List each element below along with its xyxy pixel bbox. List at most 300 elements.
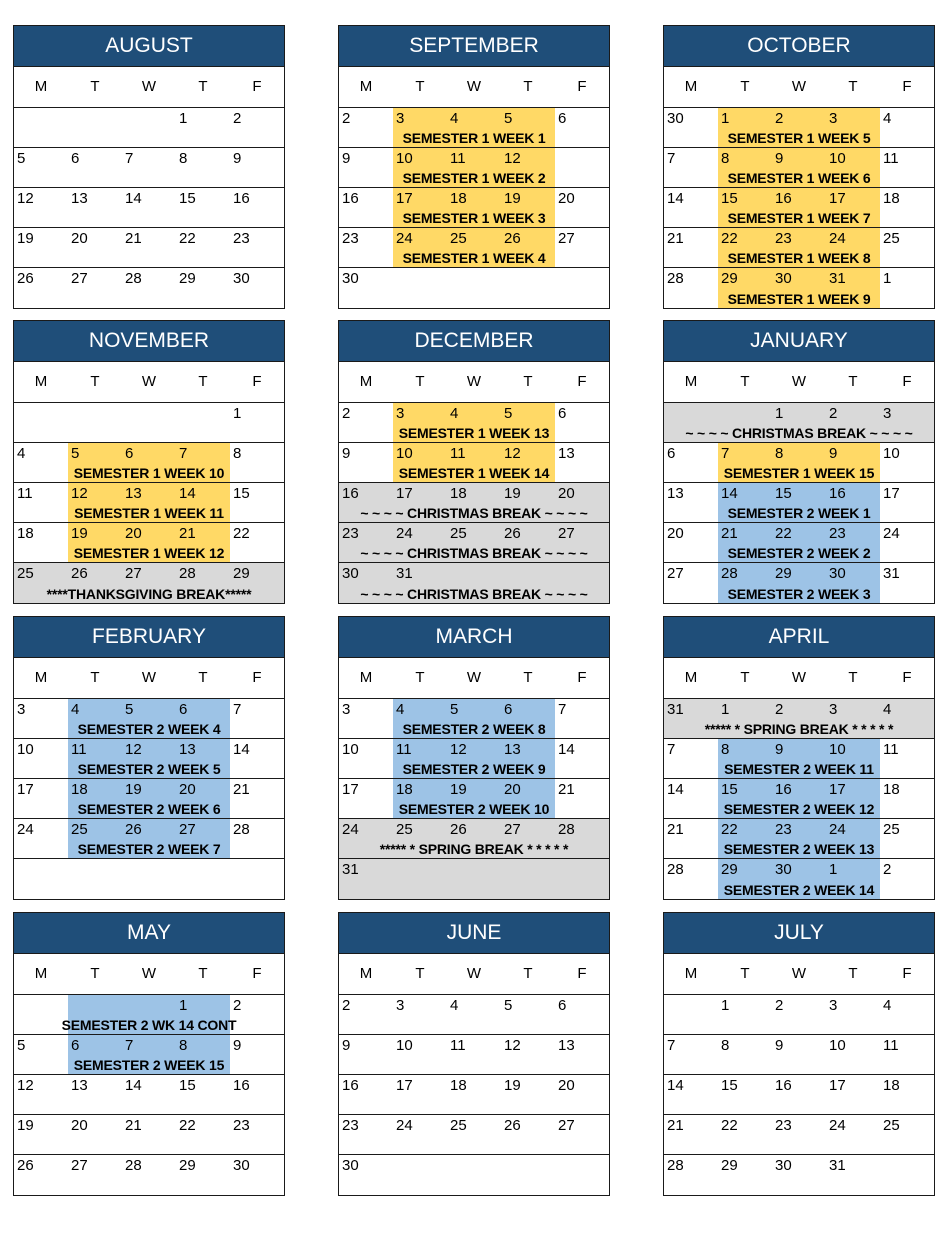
weekday-label: T [90, 669, 100, 686]
weekday-label: T [415, 373, 425, 390]
month-title: DECEMBER [339, 321, 609, 362]
day-cell: 8 [233, 445, 242, 462]
week-row [14, 228, 284, 268]
day-cell: 22 [721, 1117, 738, 1134]
day-cell: 24 [396, 525, 413, 542]
day-cell: 28 [125, 1157, 142, 1174]
day-cell: 17 [829, 781, 846, 798]
weekday-header-row [339, 954, 609, 995]
weekday-label: W [466, 669, 482, 686]
day-cell [555, 565, 609, 582]
weekday-label: T [740, 669, 750, 686]
day-cell: 2 [233, 997, 242, 1014]
week-row [14, 563, 284, 603]
day-cell: 3 [829, 701, 838, 718]
day-cell: 25 [883, 230, 900, 247]
day-cell: 30 [233, 1157, 250, 1174]
weekday-label: M [359, 78, 373, 95]
day-cell: 23 [775, 1117, 792, 1134]
weekday-label: W [791, 373, 807, 390]
week-label: SEMESTER 1 WEEK 6 [727, 170, 871, 186]
day-cell [68, 997, 122, 1014]
weekday-label: T [415, 965, 425, 982]
day-cell: 4 [450, 110, 459, 127]
weekday-label: T [198, 373, 208, 390]
day-cell: 8 [721, 150, 730, 167]
weekday-label: M [34, 373, 48, 390]
day-cell: 3 [883, 405, 892, 422]
week-row [664, 443, 934, 483]
week-row [339, 483, 609, 523]
day-cell: 5 [71, 445, 80, 462]
day-cell: 2 [342, 405, 351, 422]
day-cell: 12 [125, 741, 142, 758]
month-title: JULY [664, 913, 934, 954]
week-row [664, 1075, 934, 1115]
weekday-label: T [740, 373, 750, 390]
week-label: SEMESTER 1 WEEK 1 [402, 130, 546, 146]
week-row [14, 819, 284, 859]
week-row [664, 699, 934, 739]
day-cell: 18 [450, 1077, 467, 1094]
week-label: SEMESTER 1 WEEK 13 [398, 425, 550, 441]
day-cell: 20 [558, 190, 575, 207]
weekday-label: F [252, 78, 262, 95]
weekday-label: W [141, 669, 157, 686]
day-cell: 25 [450, 230, 467, 247]
day-cell: 12 [504, 1037, 521, 1054]
month-title: AUGUST [14, 26, 284, 67]
week-row [339, 268, 609, 308]
day-cell: 16 [775, 1077, 792, 1094]
day-cell: 15 [233, 485, 250, 502]
day-cell: 7 [125, 150, 134, 167]
month-title: SEPTEMBER [339, 26, 609, 67]
week-row [14, 995, 284, 1035]
day-cell: 1 [721, 110, 730, 127]
day-cell: 5 [504, 405, 513, 422]
weekday-label: F [577, 78, 587, 95]
day-cell [68, 405, 122, 422]
week-row [664, 995, 934, 1035]
week-label: SEMESTER 1 WEEK 15 [723, 465, 875, 481]
day-cell [447, 861, 501, 878]
day-cell: 20 [558, 485, 575, 502]
day-cell: 21 [125, 230, 142, 247]
weekday-label: T [848, 78, 858, 95]
month-november [13, 320, 285, 604]
day-cell [447, 565, 501, 582]
day-cell: 6 [71, 150, 80, 167]
day-cell [664, 405, 718, 422]
day-cell: 21 [125, 1117, 142, 1134]
weekday-label: T [198, 78, 208, 95]
day-cell: 5 [504, 110, 513, 127]
day-cell: 19 [17, 230, 34, 247]
day-cell: 10 [829, 150, 846, 167]
day-cell: 29 [721, 270, 738, 287]
week-row [14, 483, 284, 523]
weekday-header-row [14, 67, 284, 108]
day-cell: 4 [17, 445, 26, 462]
day-cell: 30 [342, 270, 359, 287]
week-row [664, 859, 934, 899]
week-label: SEMESTER 2 WEEK 4 [77, 721, 221, 737]
day-cell: 24 [396, 230, 413, 247]
day-cell: 7 [667, 150, 676, 167]
day-cell: 2 [342, 110, 351, 127]
day-cell: 25 [396, 821, 413, 838]
day-cell: 24 [883, 525, 900, 542]
day-cell: 6 [71, 1037, 80, 1054]
week-label: ****THANKSGIVING BREAK***** [46, 586, 252, 602]
week-row [339, 1115, 609, 1155]
day-cell: 20 [71, 1117, 88, 1134]
day-cell [501, 270, 555, 287]
day-cell: 26 [504, 1117, 521, 1134]
week-row [339, 1075, 609, 1115]
day-cell: 21 [667, 230, 684, 247]
day-cell: 15 [721, 781, 738, 798]
week-label: SEMESTER 2 WEEK 11 [724, 761, 874, 777]
day-cell: 13 [667, 485, 684, 502]
day-cell: 11 [71, 741, 87, 758]
day-cell: 15 [179, 1077, 196, 1094]
day-cell: 18 [883, 781, 900, 798]
weekday-header-row [14, 362, 284, 403]
week-row [664, 108, 934, 148]
week-label: SEMESTER 2 WEEK 15 [73, 1057, 225, 1073]
day-cell: 26 [125, 821, 142, 838]
day-cell: 2 [883, 861, 892, 878]
day-cell: 11 [450, 1037, 466, 1054]
day-cell: 28 [179, 565, 196, 582]
week-label: ~ ~ ~ ~ CHRISTMAS BREAK ~ ~ ~ ~ [360, 505, 588, 521]
day-cell: 30 [233, 270, 250, 287]
day-cell: 13 [71, 1077, 88, 1094]
day-cell: 17 [17, 781, 34, 798]
day-cell: 30 [667, 110, 684, 127]
month-title: MARCH [339, 617, 609, 658]
day-cell: 18 [71, 781, 88, 798]
day-cell: 5 [450, 701, 459, 718]
day-cell: 7 [667, 741, 676, 758]
day-cell: 26 [17, 1157, 34, 1174]
day-cell: 2 [775, 110, 784, 127]
day-cell: 5 [504, 997, 513, 1014]
weekday-label: T [848, 965, 858, 982]
day-cell: 10 [17, 741, 34, 758]
day-cell [122, 405, 176, 422]
weekday-label: F [577, 373, 587, 390]
day-cell: 27 [71, 1157, 88, 1174]
weekday-label: T [90, 965, 100, 982]
week-label: ***** * SPRING BREAK * * * * * [379, 841, 569, 857]
day-cell: 22 [233, 525, 250, 542]
day-cell: 21 [558, 781, 575, 798]
week-row [664, 739, 934, 779]
day-cell: 8 [721, 1037, 730, 1054]
day-cell: 31 [342, 861, 359, 878]
day-cell [501, 1157, 555, 1174]
week-row [339, 739, 609, 779]
week-label: SEMESTER 2 WEEK 12 [723, 801, 875, 817]
day-cell [718, 405, 772, 422]
day-cell [68, 110, 122, 127]
day-cell: 4 [450, 405, 459, 422]
weekday-label: W [791, 78, 807, 95]
day-cell: 8 [179, 1037, 188, 1054]
day-cell: 23 [342, 1117, 359, 1134]
day-cell [501, 861, 555, 878]
day-cell: 16 [829, 485, 846, 502]
week-row [339, 188, 609, 228]
week-row [14, 523, 284, 563]
day-cell: 19 [504, 485, 521, 502]
day-cell: 6 [558, 110, 567, 127]
week-row [339, 819, 609, 859]
day-cell [14, 997, 68, 1014]
day-cell: 25 [71, 821, 88, 838]
weekday-label: T [198, 669, 208, 686]
day-cell: 31 [883, 565, 900, 582]
week-label: SEMESTER 2 WEEK 13 [723, 841, 875, 857]
weekday-label: M [34, 965, 48, 982]
month-title: OCTOBER [664, 26, 934, 67]
day-cell: 27 [558, 230, 575, 247]
day-cell: 17 [883, 485, 900, 502]
week-row [14, 1115, 284, 1155]
day-cell: 13 [71, 190, 88, 207]
day-cell: 29 [721, 1157, 738, 1174]
day-cell: 5 [125, 701, 134, 718]
weekday-label: T [523, 669, 533, 686]
weekday-label: M [684, 373, 698, 390]
day-cell: 2 [233, 110, 242, 127]
day-cell: 21 [233, 781, 250, 798]
day-cell: 6 [558, 997, 567, 1014]
month-title: APRIL [664, 617, 934, 658]
day-cell: 22 [775, 525, 792, 542]
day-cell: 25 [450, 525, 467, 542]
week-row [339, 148, 609, 188]
day-cell: 2 [775, 701, 784, 718]
weekday-label: F [577, 669, 587, 686]
week-label: SEMESTER 2 WEEK 14 [723, 882, 875, 898]
day-cell: 9 [233, 1037, 242, 1054]
month-january [663, 320, 935, 604]
weekday-label: M [684, 78, 698, 95]
day-cell: 1 [179, 110, 188, 127]
day-cell: 3 [396, 110, 405, 127]
week-row [14, 148, 284, 188]
day-cell: 5 [17, 150, 26, 167]
weekday-label: F [902, 669, 912, 686]
day-cell: 19 [125, 781, 142, 798]
week-row [14, 1035, 284, 1075]
week-row [14, 739, 284, 779]
day-cell: 10 [342, 741, 359, 758]
day-cell: 9 [342, 445, 351, 462]
weekday-label: M [684, 965, 698, 982]
week-row [14, 108, 284, 148]
day-cell [14, 110, 68, 127]
weekday-label: M [359, 669, 373, 686]
day-cell: 4 [71, 701, 80, 718]
day-cell: 28 [667, 861, 684, 878]
week-label: SEMESTER 2 WEEK 1 [727, 505, 871, 521]
month-august [13, 25, 285, 309]
day-cell: 16 [342, 190, 359, 207]
day-cell [664, 997, 718, 1014]
weekday-label: W [791, 669, 807, 686]
day-cell: 1 [775, 405, 784, 422]
week-row [14, 403, 284, 443]
day-cell: 21 [667, 821, 684, 838]
month-title: FEBRUARY [14, 617, 284, 658]
day-cell: 4 [396, 701, 405, 718]
day-cell [447, 1157, 501, 1174]
day-cell: 1 [829, 861, 838, 878]
weekday-header-row [339, 362, 609, 403]
day-cell: 24 [829, 1117, 846, 1134]
day-cell: 31 [829, 1157, 846, 1174]
day-cell: 26 [450, 821, 467, 838]
week-label: SEMESTER 1 WEEK 12 [73, 545, 225, 561]
day-cell: 4 [883, 997, 892, 1014]
day-cell: 23 [775, 821, 792, 838]
day-cell: 8 [775, 445, 784, 462]
week-row [339, 1035, 609, 1075]
weekday-label: F [902, 965, 912, 982]
day-cell: 10 [396, 150, 413, 167]
week-row [664, 1155, 934, 1195]
day-cell: 12 [71, 485, 88, 502]
day-cell: 27 [71, 270, 88, 287]
weekday-label: T [740, 78, 750, 95]
day-cell: 18 [17, 525, 34, 542]
week-label: SEMESTER 1 WEEK 2 [402, 170, 546, 186]
week-row [14, 268, 284, 308]
day-cell: 18 [883, 190, 900, 207]
day-cell: 3 [396, 997, 405, 1014]
day-cell: 7 [558, 701, 567, 718]
day-cell: 9 [775, 150, 784, 167]
weekday-header-row [664, 658, 934, 699]
week-label: ~ ~ ~ ~ CHRISTMAS BREAK ~ ~ ~ ~ [360, 545, 588, 561]
day-cell: 13 [125, 485, 142, 502]
week-label: SEMESTER 2 WEEK 8 [402, 721, 546, 737]
weekday-label: T [90, 78, 100, 95]
day-cell: 16 [775, 190, 792, 207]
week-label: ~ ~ ~ ~ CHRISTMAS BREAK ~ ~ ~ ~ [685, 425, 913, 441]
day-cell: 28 [721, 565, 738, 582]
week-row [339, 1155, 609, 1195]
day-cell: 29 [179, 270, 196, 287]
week-row [14, 443, 284, 483]
week-label: SEMESTER 1 WEEK 11 [74, 505, 224, 521]
day-cell [555, 270, 609, 287]
weekday-label: T [523, 78, 533, 95]
week-label: SEMESTER 2 WEEK 3 [727, 586, 871, 602]
week-row [14, 859, 284, 899]
week-label: SEMESTER 2 WEEK 7 [77, 841, 221, 857]
month-april [663, 616, 935, 900]
week-label: ~ ~ ~ ~ CHRISTMAS BREAK ~ ~ ~ ~ [360, 586, 588, 602]
weekday-header-row [14, 954, 284, 995]
day-cell: 23 [342, 230, 359, 247]
day-cell: 9 [775, 741, 784, 758]
weekday-label: W [466, 78, 482, 95]
day-cell: 21 [179, 525, 196, 542]
day-cell: 30 [342, 565, 359, 582]
weekday-header-row [664, 954, 934, 995]
day-cell: 6 [179, 701, 188, 718]
day-cell: 19 [504, 1077, 521, 1094]
weekday-header-row [14, 658, 284, 699]
day-cell: 11 [883, 1037, 899, 1054]
week-row [664, 228, 934, 268]
weekday-label: T [90, 373, 100, 390]
day-cell: 6 [667, 445, 676, 462]
week-row [339, 403, 609, 443]
month-march [338, 616, 610, 900]
month-february [13, 616, 285, 900]
week-row [339, 443, 609, 483]
day-cell: 10 [396, 1037, 413, 1054]
week-label: SEMESTER 2 WK 14 CONT [61, 1017, 237, 1033]
day-cell: 6 [558, 405, 567, 422]
day-cell: 14 [558, 741, 575, 758]
week-row [664, 563, 934, 603]
day-cell: 14 [179, 485, 196, 502]
weekday-label: F [252, 669, 262, 686]
weekday-label: T [415, 78, 425, 95]
day-cell: 10 [396, 445, 413, 462]
month-july [663, 912, 935, 1196]
week-label: SEMESTER 1 WEEK 10 [73, 465, 225, 481]
month-title: MAY [14, 913, 284, 954]
day-cell: 26 [71, 565, 88, 582]
week-row [14, 1075, 284, 1115]
day-cell: 2 [775, 997, 784, 1014]
day-cell: 22 [721, 821, 738, 838]
month-title: NOVEMBER [14, 321, 284, 362]
day-cell [122, 110, 176, 127]
day-cell: 3 [17, 701, 26, 718]
day-cell: 14 [721, 485, 738, 502]
day-cell: 29 [721, 861, 738, 878]
day-cell: 19 [450, 781, 467, 798]
day-cell: 5 [17, 1037, 26, 1054]
day-cell: 28 [558, 821, 575, 838]
week-row [14, 779, 284, 819]
day-cell: 6 [504, 701, 513, 718]
day-cell: 14 [667, 1077, 684, 1094]
day-cell: 23 [775, 230, 792, 247]
week-label: ***** * SPRING BREAK * * * * * [704, 721, 894, 737]
day-cell: 30 [775, 1157, 792, 1174]
day-cell: 25 [883, 1117, 900, 1134]
day-cell: 9 [342, 150, 351, 167]
week-row [339, 523, 609, 563]
weekday-label: M [684, 669, 698, 686]
day-cell: 27 [667, 565, 684, 582]
day-cell: 11 [883, 741, 899, 758]
weekday-label: F [902, 78, 912, 95]
day-cell: 1 [721, 997, 730, 1014]
day-cell: 13 [558, 1037, 575, 1054]
